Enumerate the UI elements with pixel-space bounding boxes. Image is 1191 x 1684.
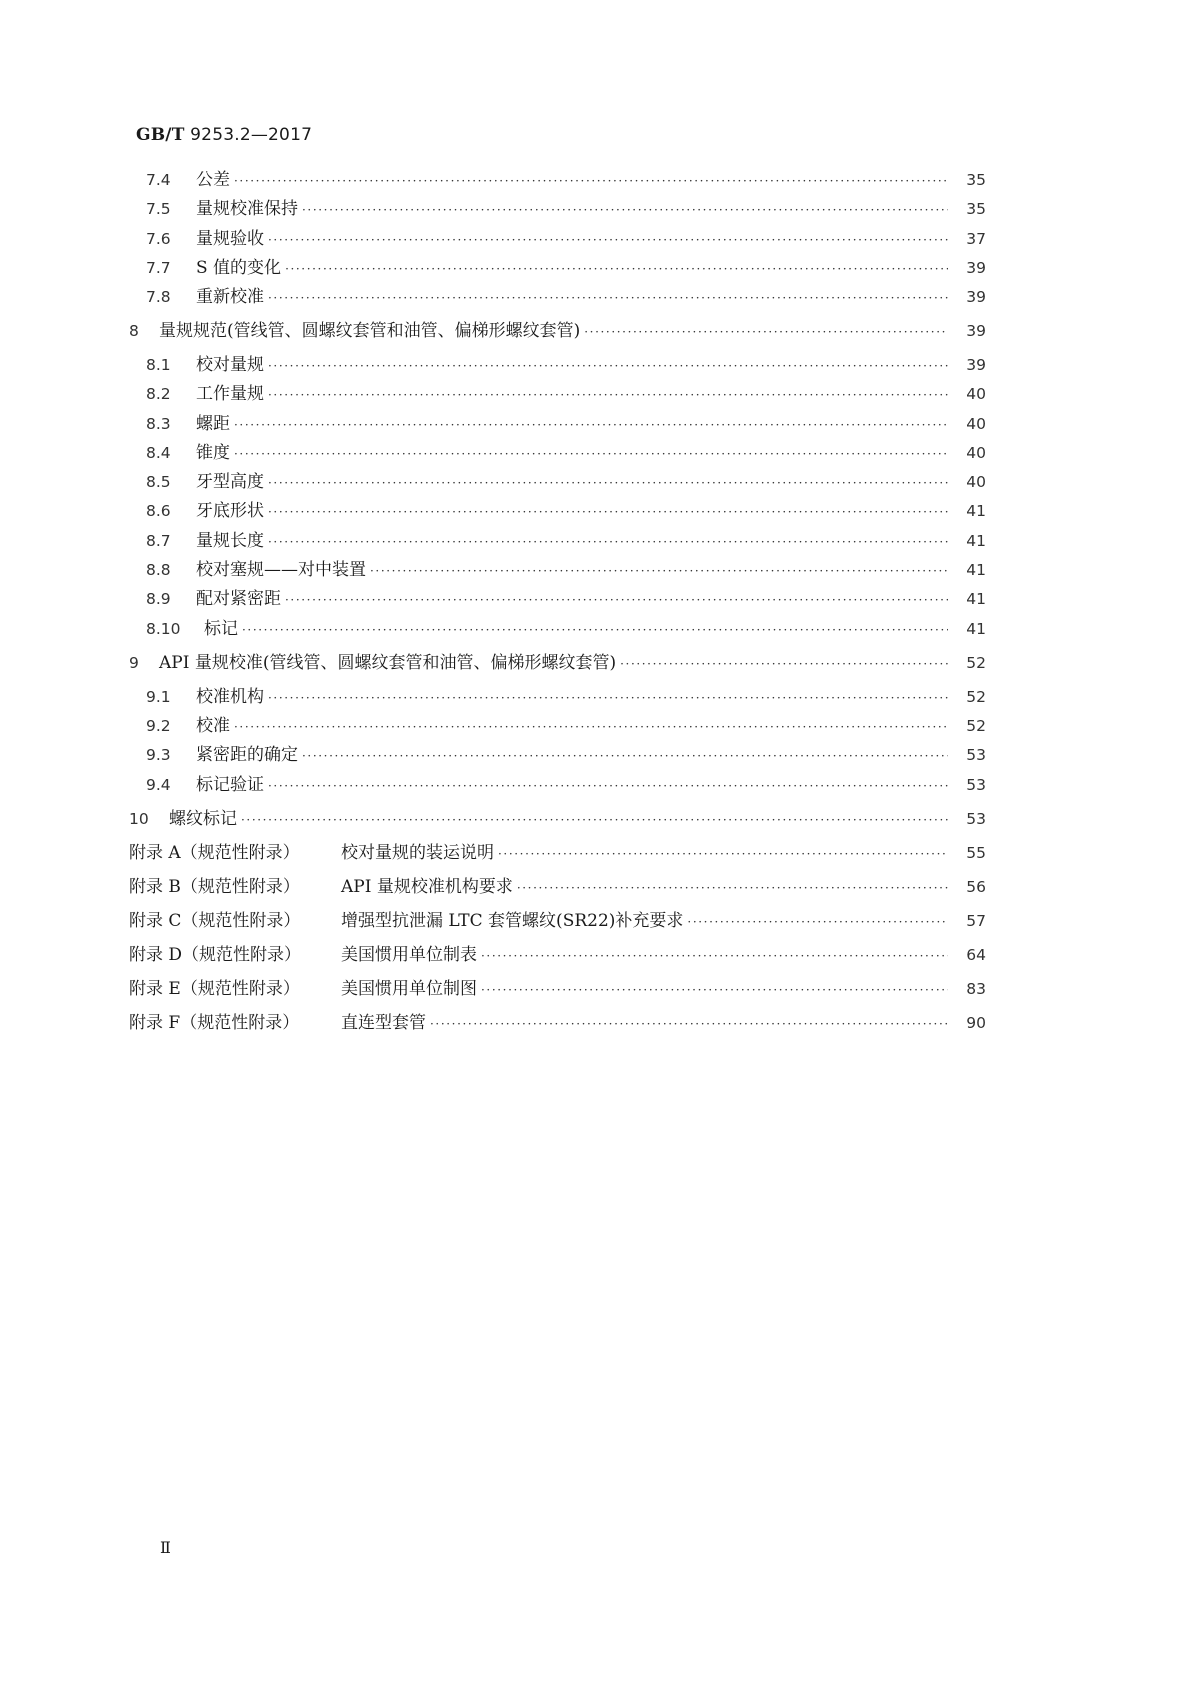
toc-entry-title: 量规长度	[196, 531, 264, 551]
toc-entry-page: 83	[966, 980, 986, 998]
toc-entry-title: 校准机构	[196, 687, 264, 707]
toc-entry-title: 校对量规的装运说明	[341, 843, 494, 863]
toc-entry-page: 52	[966, 717, 986, 735]
toc-entry-title: 重新校准	[196, 287, 264, 307]
toc-leader-dots	[241, 808, 948, 832]
toc-entry-number: 9.4	[146, 776, 171, 794]
toc-leader-dots	[285, 588, 948, 612]
toc-entry	[146, 441, 986, 465]
toc-entry-number: 8	[129, 322, 139, 340]
toc-entry	[146, 499, 986, 523]
toc-entry-number: 9.3	[146, 746, 171, 764]
toc-entry-page: 57	[966, 912, 986, 930]
toc-leader-dots	[687, 910, 948, 934]
toc-entry-title: S 值的变化	[196, 258, 282, 278]
toc-entry-number: 附录 C（规范性附录）	[129, 911, 301, 931]
toc-entry	[146, 197, 986, 221]
toc-entry-number: 8.10	[146, 620, 181, 638]
toc-leader-dots	[481, 978, 948, 1002]
toc-entry-number: 8.1	[146, 356, 171, 374]
toc-entry-page: 90	[966, 1014, 986, 1032]
toc-entry-title: 美国惯用单位制表	[341, 945, 477, 965]
toc-leader-dots	[234, 169, 948, 193]
toc-leader-dots	[234, 715, 948, 739]
toc-entry	[129, 1011, 986, 1035]
toc-entry	[146, 558, 986, 582]
toc-entry-page: 39	[966, 322, 986, 340]
toc-entry	[129, 841, 986, 865]
standard-number: 9253.2—2017	[190, 125, 313, 145]
toc-leader-dots	[285, 257, 948, 281]
toc-entry	[129, 319, 986, 343]
toc-entry-number: 8.6	[146, 502, 171, 520]
toc-entry-title: 牙型高度	[196, 472, 264, 492]
toc-entry-number: 8.5	[146, 473, 171, 491]
toc-entry-number: 8.4	[146, 444, 171, 462]
toc-entry-title: 校对塞规——对中装置	[196, 560, 366, 580]
toc-leader-dots	[268, 774, 948, 798]
toc-entry	[146, 256, 986, 280]
toc-entry-number: 附录 A（规范性附录）	[129, 843, 300, 863]
toc-entry-page: 53	[966, 746, 986, 764]
toc-entry	[146, 773, 986, 797]
toc-entry-title: 量规校准保持	[196, 199, 298, 219]
toc-entry-number: 9.2	[146, 717, 171, 735]
toc-entry-page: 40	[966, 385, 986, 403]
toc-entry-page: 39	[966, 259, 986, 277]
toc-entry-title: 增强型抗泄漏 LTC 套管螺纹(SR22)补充要求	[341, 911, 684, 931]
toc-leader-dots	[234, 413, 948, 437]
toc-leader-dots	[430, 1012, 948, 1036]
toc-entry-title: 校准	[196, 716, 230, 736]
toc-entry-page: 64	[966, 946, 986, 964]
toc-entry-number: 7.8	[146, 288, 171, 306]
toc-entry-page: 41	[966, 620, 986, 638]
toc-entry-page: 41	[966, 561, 986, 579]
toc-entry-number: 附录 E（规范性附录）	[129, 979, 300, 999]
toc-entry-page: 53	[966, 810, 986, 828]
toc-entry-number: 8.8	[146, 561, 171, 579]
toc-entry-page: 39	[966, 288, 986, 306]
toc-entry-number: 8.2	[146, 385, 171, 403]
toc-entry-page: 35	[966, 171, 986, 189]
toc-entry-number: 7.4	[146, 171, 171, 189]
toc-leader-dots	[268, 354, 948, 378]
toc-leader-dots	[268, 228, 948, 252]
toc-entry	[129, 875, 986, 899]
toc-leader-dots	[268, 500, 948, 524]
toc-entry-title: 工作量规	[196, 384, 264, 404]
toc-entry-page: 55	[966, 844, 986, 862]
toc-entry	[146, 227, 986, 251]
toc-entry-page: 56	[966, 878, 986, 896]
toc-leader-dots	[302, 198, 948, 222]
toc-entry	[146, 412, 986, 436]
toc-leader-dots	[302, 744, 948, 768]
toc-entry-number: 8.3	[146, 415, 171, 433]
toc-entry	[129, 943, 986, 967]
toc-entry	[146, 168, 986, 192]
standard-code: GB/T	[136, 125, 185, 145]
toc-entry-title: 配对紧密距	[196, 589, 281, 609]
toc-entry-page: 40	[966, 444, 986, 462]
toc-entry-number: 8.7	[146, 532, 171, 550]
toc-leader-dots	[242, 618, 948, 642]
toc-entry-number: 7.5	[146, 200, 171, 218]
toc-entry-page: 39	[966, 356, 986, 374]
toc-entry	[146, 285, 986, 309]
toc-leader-dots	[517, 876, 948, 900]
toc-leader-dots	[268, 383, 948, 407]
toc-entry-title: 直连型套管	[341, 1013, 426, 1033]
toc-entry	[129, 977, 986, 1001]
toc-entry-title: 公差	[196, 170, 230, 190]
toc-leader-dots	[481, 944, 948, 968]
toc-entry-page: 41	[966, 590, 986, 608]
toc-entry-page: 40	[966, 473, 986, 491]
toc-entry	[146, 685, 986, 709]
toc-entry-number: 7.7	[146, 259, 171, 277]
toc-leader-dots	[268, 471, 948, 495]
toc-leader-dots	[234, 442, 948, 466]
toc-entry-title: 牙底形状	[196, 501, 264, 521]
toc-entry-page: 53	[966, 776, 986, 794]
toc-entry-title: 螺纹标记	[169, 809, 237, 829]
toc-entry-title: 量规规范(管线管、圆螺纹套管和油管、偏梯形螺纹套管)	[159, 321, 581, 341]
page-number-footer: Ⅱ	[160, 1538, 171, 1557]
toc-entry-page: 41	[966, 502, 986, 520]
toc-leader-dots	[584, 320, 948, 344]
toc-entry-title: 量规验收	[196, 229, 264, 249]
toc-entry-number: 附录 B（规范性附录）	[129, 877, 300, 897]
toc-entry	[146, 382, 986, 406]
toc-entry-number: 8.9	[146, 590, 171, 608]
toc-leader-dots	[268, 286, 948, 310]
toc-entry-page: 35	[966, 200, 986, 218]
toc-leader-dots	[620, 652, 948, 676]
toc-entry-number: 附录 D（规范性附录）	[129, 945, 302, 965]
toc-entry-number: 7.6	[146, 230, 171, 248]
toc-entry-page: 40	[966, 415, 986, 433]
toc-leader-dots	[268, 686, 948, 710]
toc-entry-title: 紧密距的确定	[196, 745, 298, 765]
toc-entry	[146, 470, 986, 494]
toc-entry	[146, 529, 986, 553]
toc-entry-page: 37	[966, 230, 986, 248]
toc-entry	[146, 587, 986, 611]
toc-entry	[146, 714, 986, 738]
toc-entry-title: 标记	[204, 619, 238, 639]
toc-entry-page: 52	[966, 654, 986, 672]
toc-entry-number: 10	[129, 810, 149, 828]
toc-entry-page: 41	[966, 532, 986, 550]
toc-entry	[129, 807, 986, 831]
toc-entry-title: 美国惯用单位制图	[341, 979, 477, 999]
toc-leader-dots	[268, 530, 948, 554]
toc-entry-number: 9	[129, 654, 139, 672]
toc-entry	[129, 651, 986, 675]
toc-entry-number: 9.1	[146, 688, 171, 706]
toc-entry-title: 校对量规	[196, 355, 264, 375]
toc-entry-title: 标记验证	[196, 775, 264, 795]
toc-entry-title: API 量规校准(管线管、圆螺纹套管和油管、偏梯形螺纹套管)	[159, 653, 617, 673]
toc-entry	[146, 353, 986, 377]
toc-leader-dots	[370, 559, 948, 583]
toc-entry-title: API 量规校准机构要求	[341, 877, 513, 897]
toc-leader-dots	[498, 842, 948, 866]
toc-entry-title: 锥度	[196, 443, 230, 463]
toc-entry-page: 52	[966, 688, 986, 706]
toc-entry-title: 螺距	[196, 414, 230, 434]
toc-entry	[146, 743, 986, 767]
toc-entry	[129, 909, 986, 933]
toc-entry	[146, 617, 986, 641]
toc-entry-number: 附录 F（规范性附录）	[129, 1013, 300, 1033]
